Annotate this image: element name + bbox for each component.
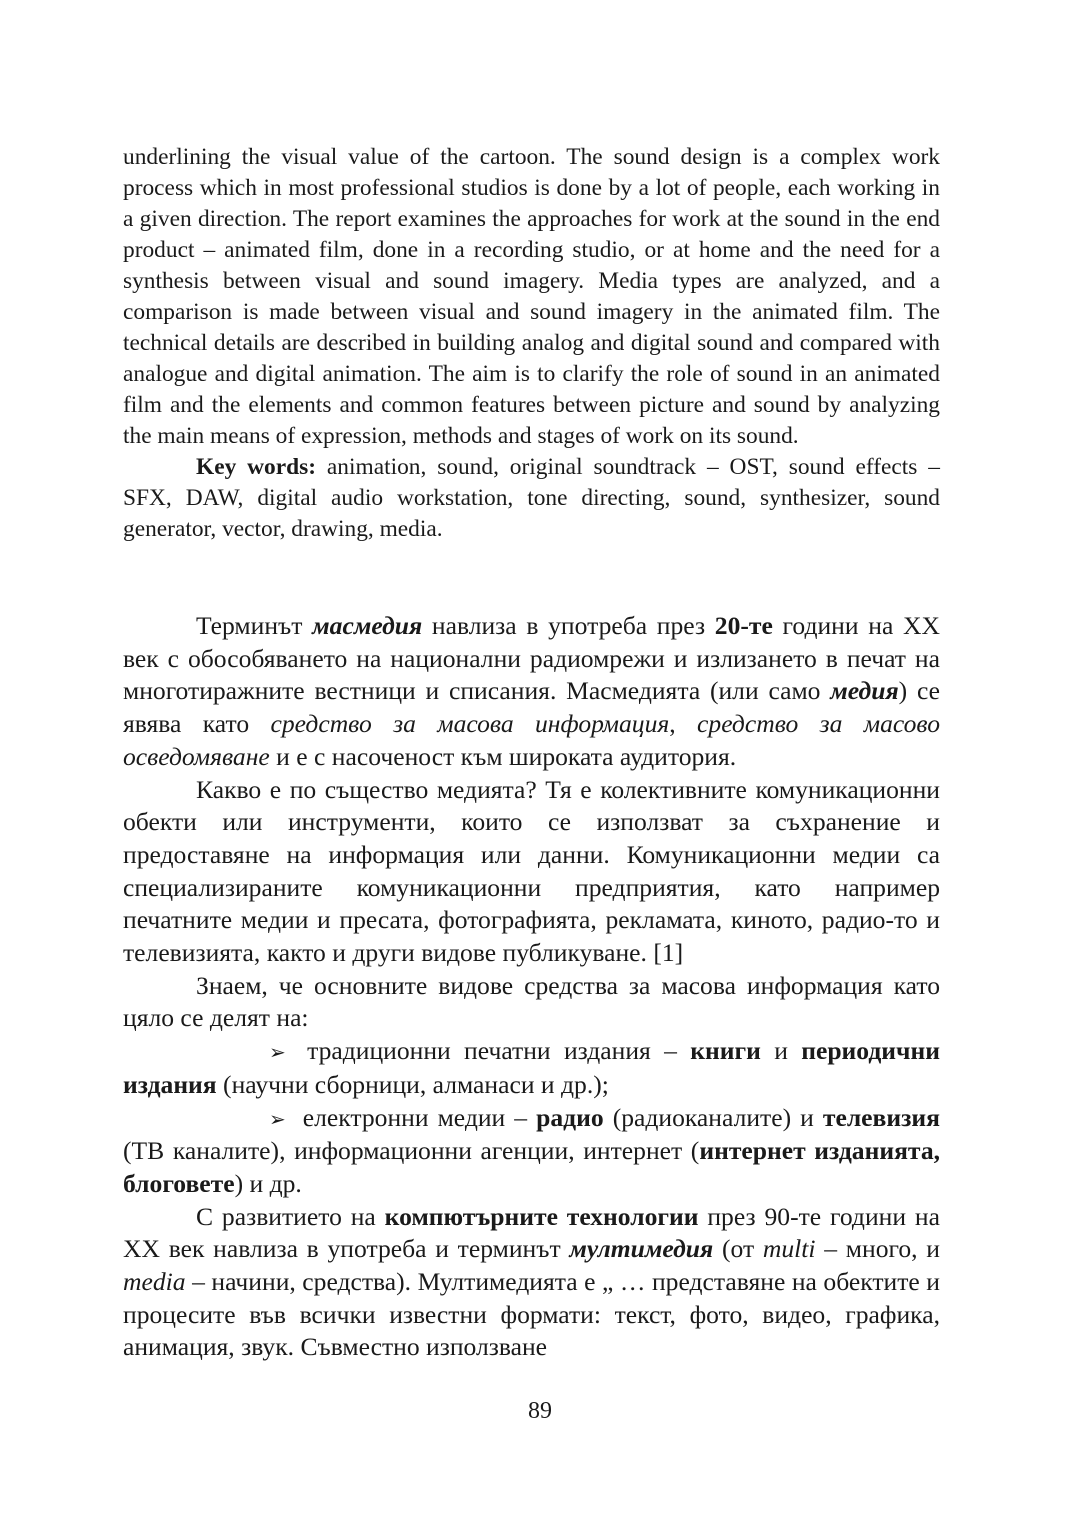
- keywords-label: Key words:: [196, 454, 317, 480]
- page-number: 89: [528, 1398, 552, 1424]
- keywords-paragraph: [123, 452, 940, 545]
- paragraph-multimedia: С развитието на компютърните технологии през 90-те години на XX век навлиза в употреба и терминът мултимедия (от multi – много, и media – начини, средства). Мултимедията е „ … представяне на обектите и процесите във всички известни формати: текст, фото, видео, графика, анимация, звук. Съвместно използване: [123, 1201, 940, 1362]
- definition-2: средство за масово осведомяване: [123, 709, 940, 771]
- paragraph-what-is-media: Какво е по същество медията? Тя е колективните комуникационни обекти или инструменти, които се използват за съхранение и предоставяне на информация или данни. Комуникационни медии са специализираните комуникационни предприятия, като например печатните медии и пресата, фотографията, рекламата, киното, радио-то и телевизията, както и други видове публикуване. [1]: [123, 774, 940, 968]
- term-multimedia: мултимедия: [569, 1234, 714, 1264]
- arrow-bullet-icon: ➢: [269, 1040, 286, 1065]
- list-item-print-media: ➢ традиционни печатни издания – книги и периодични издания (научни сборници, алманаси и др.);: [123, 1036, 940, 1099]
- abstract-paragraph: underlining the visual value of the cartoon. The sound design is a complex work process which in most professional studios is done by a lot of people, each working in a given direction. The report examines the approaches for work at the sound in the end product – animated film, done in a recording studio, or at home and the need for a synthesis between visual and sound imagery. Media types are analyzed, and a comparison is made between visual and sound imagery in the animated film. The technical details are described in building analog and digital sound and compared with analogue and digital animation. The aim is to clarify the role of sound in an animated film and the elements and common features between picture and sound by analyzing the main means of expression, methods and stages of work on its sound.: [123, 144, 940, 449]
- term-media: медия: [830, 676, 899, 706]
- arrow-bullet-icon: ➢: [269, 1106, 286, 1131]
- term-massmedia: масмедия: [312, 611, 423, 640]
- decade-20s: 20-те: [714, 611, 773, 640]
- list-item-electronic-media: ➢ електронни медии – радио (радиоканалите) и телевизия (ТВ каналите), информационни агенции, интернет (интернет изданията, блоговете) и др.: [123, 1102, 941, 1198]
- paragraph-massmedia: Терминът масмедия навлиза в употреба през 20-те години на XX век с обособяването на национални радиомрежи и излизането в печат на многотиражните вестници и списания. Масмедията (или само медия) се явява като средство за масова информация, средство за масово осведомяване и е с насоченост към широката аудитория.: [123, 611, 940, 771]
- paragraph-media-types-intro: Знаем, че основните видове средства за масова информация като цяло се делят на:: [123, 970, 940, 1033]
- definition-1: средство за масова информация: [270, 709, 670, 739]
- abstract-section: [123, 142, 940, 545]
- body-text: [123, 610, 940, 1364]
- keywords-list: animation, sound, original soundtrack – OST, sound effects – SFX, DAW, digital audio workstation, tone directing, sound, synthesizer, sound generator, vector, drawing, media.: [123, 454, 940, 542]
